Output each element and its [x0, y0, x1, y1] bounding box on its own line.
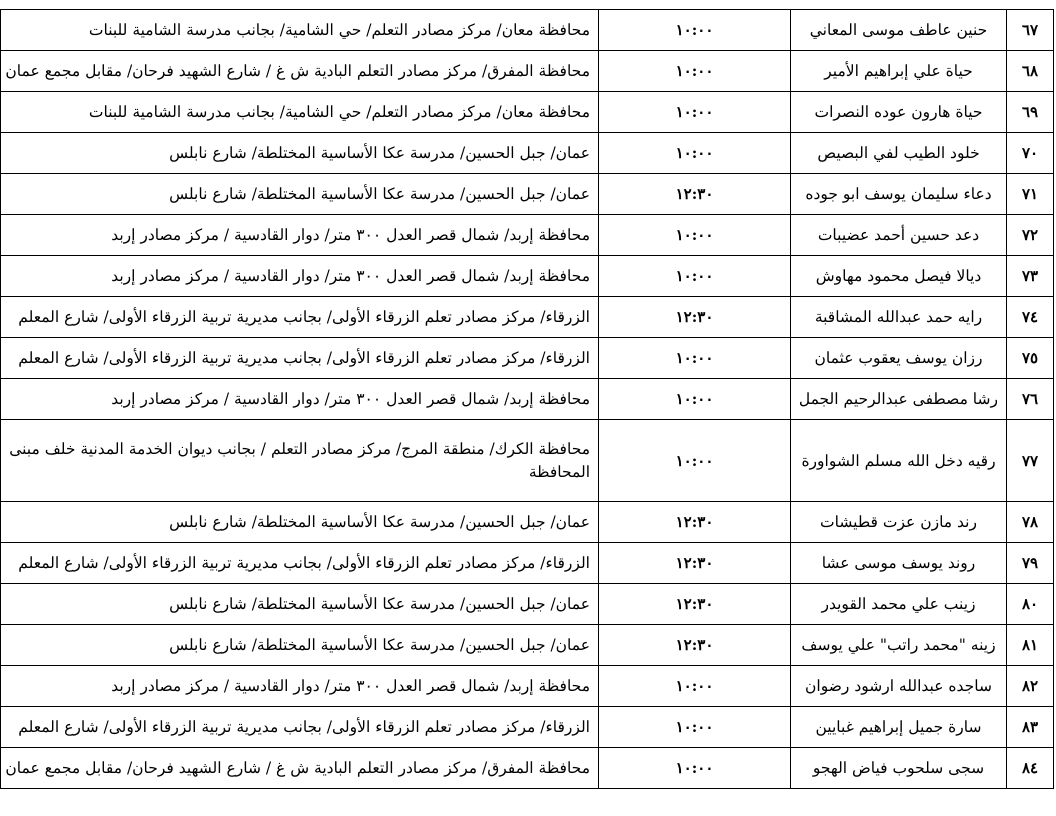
exam-time: ١٢:٣٠	[599, 174, 791, 215]
row-number: ٧٩	[1007, 543, 1054, 584]
exam-location: محافظة الكرك/ منطقة المرج/ مركز مصادر التعلم / بجانب ديوان الخدمة المدنية خلف مبنى المحافظة	[1, 420, 599, 502]
exam-location: محافظة إربد/ شمال قصر العدل ٣٠٠ متر/ دوار القادسية / مركز مصادر إربد	[1, 666, 599, 707]
row-number: ٧٥	[1007, 338, 1054, 379]
table-row	[1, 92, 1054, 133]
exam-time: ١٢:٣٠	[599, 297, 791, 338]
exam-location: عمان/ جبل الحسين/ مدرسة عكا الأساسية المختلطة/ شارع نابلس	[1, 174, 599, 215]
exam-location: محافظة معان/ مركز مصادر التعلم/ حي الشامية/ بجانب مدرسة الشامية للبنات	[1, 92, 599, 133]
table-row	[1, 174, 1054, 215]
exam-time: ١٢:٣٠	[599, 502, 791, 543]
exam-location: محافظة إربد/ شمال قصر العدل ٣٠٠ متر/ دوار القادسية / مركز مصادر إربد	[1, 379, 599, 420]
person-name: حياة علي إبراهيم الأمير	[791, 51, 1007, 92]
table-row	[1, 625, 1054, 666]
row-number: ٨٠	[1007, 584, 1054, 625]
exam-time: ١٠:٠٠	[599, 707, 791, 748]
row-number: ٧٧	[1007, 420, 1054, 502]
exam-location: الزرقاء/ مركز مصادر تعلم الزرقاء الأولى/ بجانب مديرية تربية الزرقاء الأولى/ شارع المعلم	[1, 338, 599, 379]
person-name: ديالا فيصل محمود مهاوش	[791, 256, 1007, 297]
person-name: رقيه دخل الله مسلم الشواورة	[791, 420, 1007, 502]
exam-time: ١٢:٣٠	[599, 543, 791, 584]
table-row	[1, 256, 1054, 297]
table-row	[1, 10, 1054, 51]
exam-location: الزرقاء/ مركز مصادر تعلم الزرقاء الأولى/ بجانب مديرية تربية الزرقاء الأولى/ شارع المعلم	[1, 543, 599, 584]
person-name: رزان يوسف يعقوب عثمان	[791, 338, 1007, 379]
person-name: ساجده عبدالله ارشود رضوان	[791, 666, 1007, 707]
table-row	[1, 420, 1054, 502]
table-row	[1, 666, 1054, 707]
exam-time: ١٢:٣٠	[599, 584, 791, 625]
row-number: ٧٨	[1007, 502, 1054, 543]
person-name: حنين عاطف موسى المعاني	[791, 10, 1007, 51]
exam-time: ١٠:٠٠	[599, 748, 791, 789]
exam-time: ١٠:٠٠	[599, 379, 791, 420]
table-row	[1, 379, 1054, 420]
person-name: دعد حسين أحمد عضيبات	[791, 215, 1007, 256]
table-row	[1, 297, 1054, 338]
exam-location: محافظة إربد/ شمال قصر العدل ٣٠٠ متر/ دوار القادسية / مركز مصادر إربد	[1, 256, 599, 297]
exam-time: ١٢:٣٠	[599, 625, 791, 666]
exam-location: الزرقاء/ مركز مصادر تعلم الزرقاء الأولى/ بجانب مديرية تربية الزرقاء الأولى/ شارع المعلم	[1, 707, 599, 748]
exam-location: محافظة المفرق/ مركز مصادر التعلم البادية ش غ / شارع الشهيد فرحان/ مقابل مجمع عمان	[1, 748, 599, 789]
exam-time: ١٠:٠٠	[599, 215, 791, 256]
row-number: ٨٤	[1007, 748, 1054, 789]
exam-time: ١٠:٠٠	[599, 420, 791, 502]
person-name: دعاء سليمان يوسف ابو جوده	[791, 174, 1007, 215]
row-number: ٧٣	[1007, 256, 1054, 297]
table-row	[1, 707, 1054, 748]
person-name: زينه "محمد راتب" علي يوسف	[791, 625, 1007, 666]
exam-location: عمان/ جبل الحسين/ مدرسة عكا الأساسية المختلطة/ شارع نابلس	[1, 133, 599, 174]
table-row	[1, 502, 1054, 543]
exam-time: ١٠:٠٠	[599, 10, 791, 51]
row-number: ٨١	[1007, 625, 1054, 666]
schedule-table	[0, 9, 1054, 789]
row-number: ٨٢	[1007, 666, 1054, 707]
schedule-table-body	[1, 10, 1054, 789]
person-name: رايه حمد عبدالله المشاقبة	[791, 297, 1007, 338]
row-number: ٧١	[1007, 174, 1054, 215]
row-number: ٦٩	[1007, 92, 1054, 133]
row-number: ٦٧	[1007, 10, 1054, 51]
person-name: حياة هارون عوده النصرات	[791, 92, 1007, 133]
row-number: ٧٤	[1007, 297, 1054, 338]
person-name: سجى سلحوب فياض الهجو	[791, 748, 1007, 789]
row-number: ٧٢	[1007, 215, 1054, 256]
exam-time: ١٠:٠٠	[599, 256, 791, 297]
person-name: روند يوسف موسى عشا	[791, 543, 1007, 584]
row-number: ٨٣	[1007, 707, 1054, 748]
exam-time: ١٠:٠٠	[599, 133, 791, 174]
exam-time: ١٠:٠٠	[599, 92, 791, 133]
person-name: سارة جميل إبراهيم غبايين	[791, 707, 1007, 748]
row-number: ٦٨	[1007, 51, 1054, 92]
table-row	[1, 338, 1054, 379]
exam-time: ١٠:٠٠	[599, 338, 791, 379]
table-row	[1, 51, 1054, 92]
person-name: رند مازن عزت قطيشات	[791, 502, 1007, 543]
person-name: رشا مصطفى عبدالرحيم الجمل	[791, 379, 1007, 420]
table-row	[1, 748, 1054, 789]
table-row	[1, 543, 1054, 584]
table-row	[1, 584, 1054, 625]
exam-location: محافظة المفرق/ مركز مصادر التعلم البادية ش غ / شارع الشهيد فرحان/ مقابل مجمع عمان	[1, 51, 599, 92]
schedule-table-container	[0, 9, 1054, 789]
exam-location: عمان/ جبل الحسين/ مدرسة عكا الأساسية المختلطة/ شارع نابلس	[1, 502, 599, 543]
table-row	[1, 133, 1054, 174]
exam-time: ١٠:٠٠	[599, 666, 791, 707]
person-name: زينب علي محمد القويدر	[791, 584, 1007, 625]
exam-location: عمان/ جبل الحسين/ مدرسة عكا الأساسية المختلطة/ شارع نابلس	[1, 584, 599, 625]
exam-location: عمان/ جبل الحسين/ مدرسة عكا الأساسية المختلطة/ شارع نابلس	[1, 625, 599, 666]
exam-location: محافظة معان/ مركز مصادر التعلم/ حي الشامية/ بجانب مدرسة الشامية للبنات	[1, 10, 599, 51]
row-number: ٧٦	[1007, 379, 1054, 420]
exam-time: ١٠:٠٠	[599, 51, 791, 92]
exam-location: الزرقاء/ مركز مصادر تعلم الزرقاء الأولى/ بجانب مديرية تربية الزرقاء الأولى/ شارع المعلم	[1, 297, 599, 338]
exam-location: محافظة إربد/ شمال قصر العدل ٣٠٠ متر/ دوار القادسية / مركز مصادر إربد	[1, 215, 599, 256]
table-row	[1, 215, 1054, 256]
row-number: ٧٠	[1007, 133, 1054, 174]
person-name: خلود الطيب لفي البصيص	[791, 133, 1007, 174]
